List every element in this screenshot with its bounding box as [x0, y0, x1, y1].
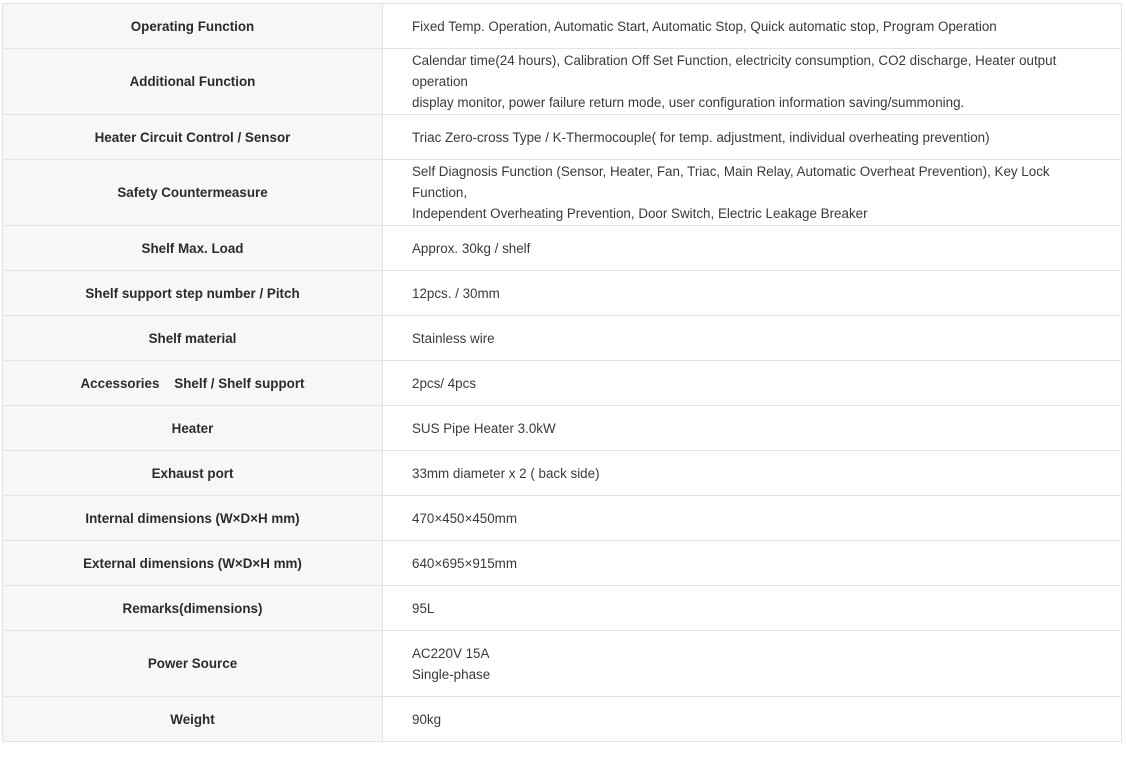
spec-value-internal-dimensions [383, 496, 1122, 541]
table-row [3, 697, 1122, 742]
spec-label-additional-function: Additional Function [3, 49, 383, 115]
spec-value-additional-function [383, 49, 1122, 115]
spec-value-line: Approx. 30kg / shelf [412, 240, 531, 256]
spec-label-shelf-material: Shelf material [3, 316, 383, 361]
spec-value-line: SUS Pipe Heater 3.0kW [412, 420, 556, 436]
spec-value-heater-circuit [383, 115, 1122, 160]
spec-value-shelf-material [383, 316, 1122, 361]
spec-label-external-dimensions: External dimensions (W×D×H mm) [3, 541, 383, 586]
spec-label-internal-dimensions: Internal dimensions (W×D×H mm) [3, 496, 383, 541]
spec-value-external-dimensions [383, 541, 1122, 586]
spec-label-accessories: Accessories Shelf / Shelf support [3, 361, 383, 406]
spec-value-line: 640×695×915mm [412, 555, 517, 571]
spec-value-heater [383, 406, 1122, 451]
spec-value-line: Fixed Temp. Operation, Automatic Start, Automatic Stop, Quick automatic stop, Program Operation [412, 18, 997, 34]
table-row [3, 4, 1122, 49]
spec-value-line: 2pcs/ 4pcs [412, 375, 477, 391]
spec-label-shelf-support: Shelf support step number / Pitch [3, 271, 383, 316]
spec-label-heater: Heater [3, 406, 383, 451]
spec-label-remarks: Remarks(dimensions) [3, 586, 383, 631]
spec-value-safety [383, 160, 1122, 226]
spec-label-weight: Weight [3, 697, 383, 742]
table-row [3, 115, 1122, 160]
spec-value-line: 470×450×450mm [412, 510, 517, 526]
spec-value-line: Independent Overheating Prevention, Door Switch, Electric Leakage Breaker [412, 206, 868, 221]
table-row [3, 361, 1122, 406]
spec-value-line: Single-phase [412, 666, 491, 682]
table-row [3, 631, 1122, 697]
spec-label-shelf-max-load: Shelf Max. Load [3, 226, 383, 271]
spec-value-shelf-max-load [383, 226, 1122, 271]
table-row [3, 406, 1122, 451]
spec-value-line: AC220V 15A [412, 645, 490, 661]
spec-label-power-source: Power Source [3, 631, 383, 697]
spec-value-shelf-support [383, 271, 1122, 316]
table-row [3, 541, 1122, 586]
spec-value-exhaust-port [383, 451, 1122, 496]
table-row [3, 49, 1122, 115]
spec-label-safety: Safety Countermeasure [3, 160, 383, 226]
spec-value-accessories [383, 361, 1122, 406]
spec-value-power-source [383, 631, 1122, 697]
spec-value-line: 33mm diameter x 2 ( back side) [412, 465, 600, 481]
spec-value-operating-function [383, 4, 1122, 49]
table-row [3, 451, 1122, 496]
table-row [3, 160, 1122, 226]
spec-label-exhaust-port: Exhaust port [3, 451, 383, 496]
spec-value-line: Calendar time(24 hours), Calibration Off Set Function, electricity consumption, CO2 discharge, Heater output operation [412, 53, 1057, 89]
spec-value-line: Stainless wire [412, 330, 495, 346]
table-row [3, 586, 1122, 631]
spec-value-line: Self Diagnosis Function (Sensor, Heater, Fan, Triac, Main Relay, Automatic Overheat Prevention), Key Lock Function, [412, 164, 1050, 200]
table-row [3, 316, 1122, 361]
spec-value-line: display monitor, power failure return mode, user configuration information saving/summoning. [412, 95, 965, 110]
spec-label-heater-circuit: Heater Circuit Control / Sensor [3, 115, 383, 160]
table-row [3, 271, 1122, 316]
table-row [3, 496, 1122, 541]
spec-value-line: Triac Zero-cross Type / K-Thermocouple( for temp. adjustment, individual overheating prevention) [412, 129, 990, 145]
spec-label-operating-function: Operating Function [3, 4, 383, 49]
spec-table [2, 3, 1122, 742]
spec-value-line: 12pcs. / 30mm [412, 285, 500, 301]
spec-value-weight [383, 697, 1122, 742]
spec-value-remarks [383, 586, 1122, 631]
spec-value-line: 95L [412, 600, 435, 616]
spec-value-line: 90kg [412, 711, 442, 727]
table-row [3, 226, 1122, 271]
